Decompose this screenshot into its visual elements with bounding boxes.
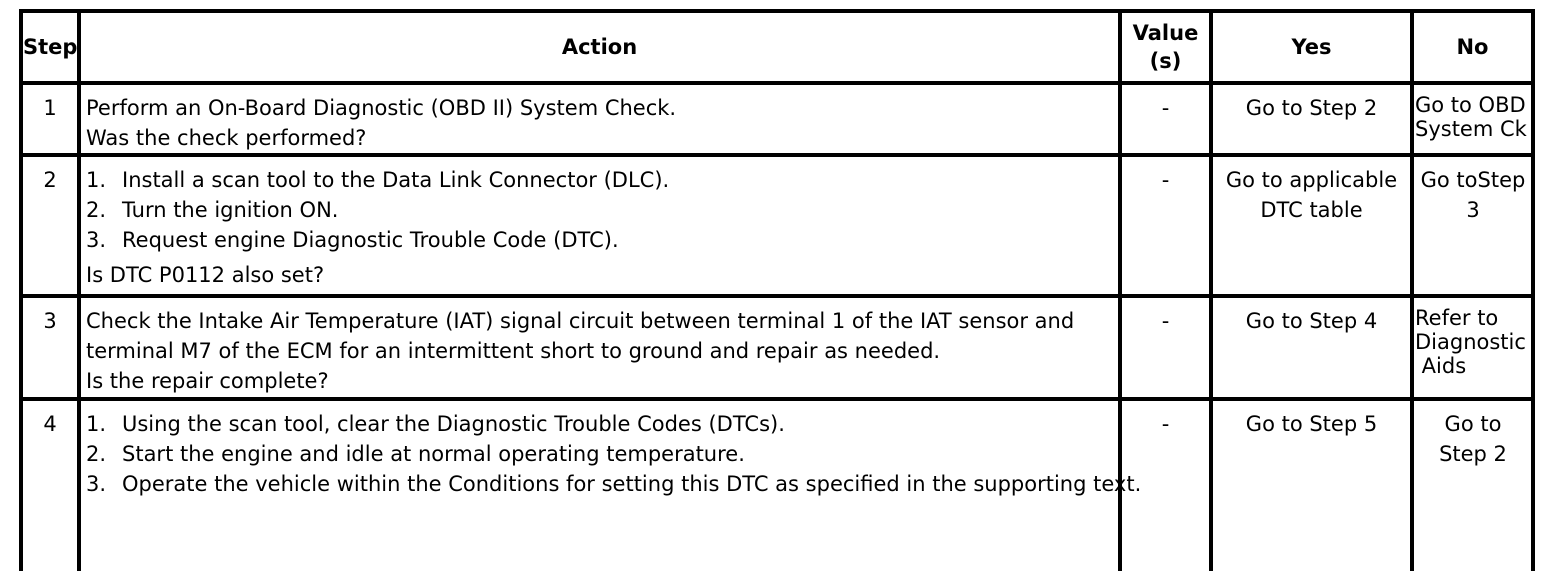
no-cell: [1412, 399, 1533, 571]
list-text: Start the engine and idle at normal operating temperature.: [122, 442, 745, 466]
no-line: Aids: [1415, 354, 1467, 378]
no-line: Step 2: [1439, 442, 1507, 466]
no-cell: [1412, 83, 1533, 155]
action-list-item: [86, 225, 1118, 255]
list-text: Using the scan tool, clear the Diagnostic Trouble Codes (DTCs).: [122, 412, 785, 436]
header-yes: Yes: [1211, 11, 1412, 83]
yes-cell: [1211, 155, 1412, 296]
action-line: Is the repair complete?: [86, 369, 329, 393]
no-line: 3: [1466, 198, 1480, 222]
yes-cell: Go to Step 4: [1211, 296, 1412, 399]
header-no: No: [1412, 11, 1533, 83]
header-row: [21, 11, 1533, 83]
value-cell: -: [1120, 155, 1211, 296]
list-text: Request engine Diagnostic Trouble Code (DTC).: [122, 228, 619, 252]
list-text: Install a scan tool to the Data Link Connector (DLC).: [122, 168, 670, 192]
yes-line: DTC table: [1260, 198, 1363, 222]
header-step: Step: [21, 11, 79, 83]
action-line: Perform an On-Board Diagnostic (OBD II) System Check.: [86, 96, 677, 120]
action-line: terminal M7 of the ECM for an intermittent short to ground and repair as needed.: [86, 339, 941, 363]
action-list-item: [86, 195, 1118, 225]
list-text: Turn the ignition ON.: [122, 198, 339, 222]
list-text: Operate the vehicle within the Conditions for setting this DTC as specified in the supporting text.: [122, 472, 1142, 496]
value-cell: -: [1120, 399, 1211, 571]
table-row: [21, 399, 1533, 571]
action-list-item: [86, 165, 1118, 195]
no-cell: [1412, 296, 1533, 399]
table-row: [21, 83, 1533, 155]
table-row: [21, 296, 1533, 399]
no-line: System Ck: [1415, 117, 1527, 141]
value-cell: -: [1120, 296, 1211, 399]
list-number: 3.: [86, 472, 107, 496]
list-number: 2.: [86, 198, 107, 222]
no-cell: [1412, 155, 1533, 296]
yes-cell: Go to Step 5: [1211, 399, 1412, 571]
no-line: Go to OBD: [1415, 93, 1526, 117]
yes-cell: Go to Step 2: [1211, 83, 1412, 155]
action-line: Check the Intake Air Temperature (IAT) signal circuit between terminal 1 of the IAT sensor and: [86, 309, 1075, 333]
step-number: 4: [21, 399, 79, 571]
action-cell: [79, 83, 1120, 155]
action-list-item: [86, 409, 1118, 439]
action-cell: [79, 155, 1120, 296]
no-line: Go to: [1444, 412, 1502, 436]
yes-line: Go to applicable: [1225, 168, 1398, 192]
header-value: [1120, 11, 1211, 83]
diagnostic-table: [19, 9, 1535, 571]
list-number: 3.: [86, 228, 107, 252]
action-cell: [79, 296, 1120, 399]
action-line: Was the check performed?: [86, 126, 367, 150]
value-cell: -: [1120, 83, 1211, 155]
step-number: 3: [21, 296, 79, 399]
list-number: 1.: [86, 168, 107, 192]
no-line: Refer to: [1415, 306, 1499, 330]
action-question: Is DTC P0112 also set?: [86, 263, 325, 287]
action-list-item: [86, 439, 1118, 469]
no-line: Diagnostic: [1415, 330, 1526, 354]
header-value-line1: Value: [1132, 21, 1199, 45]
table-row: [21, 155, 1533, 296]
step-number: 1: [21, 83, 79, 155]
action-list-item: [86, 469, 1142, 499]
step-number: 2: [21, 155, 79, 296]
no-line: Go toStep: [1420, 168, 1526, 192]
list-number: 2.: [86, 442, 107, 466]
header-action: Action: [79, 11, 1120, 83]
action-cell: [79, 399, 1142, 571]
list-number: 1.: [86, 412, 107, 436]
header-value-line2: (s): [1149, 49, 1182, 73]
